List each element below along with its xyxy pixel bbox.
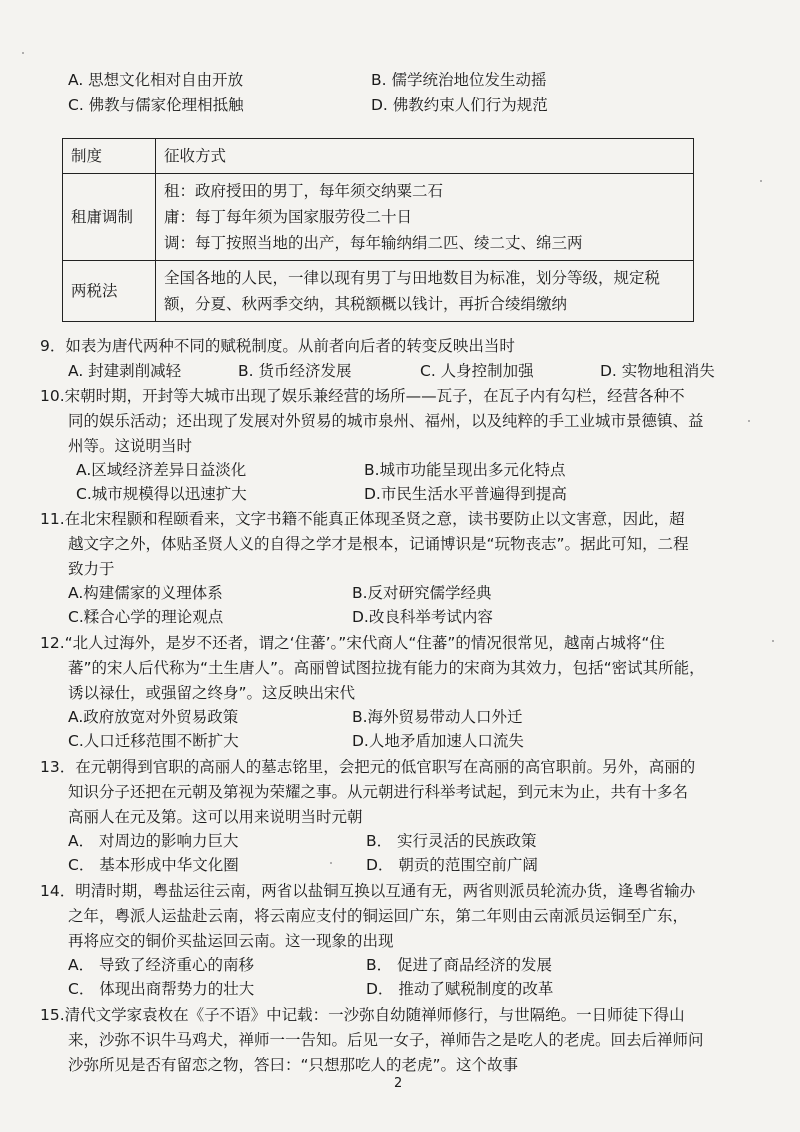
q10-option-d: D.市民生活水平普遍得到提高 [364, 485, 567, 503]
q14-stem-line: 再将应交的铜价买盐运回云南。这一现象的出现 [68, 932, 394, 950]
q15-stem-line: 沙弥所见是否有留恋之物，答曰：“只想那吃人的老虎”。这个故事 [68, 1056, 519, 1074]
q11-option-c: C.糅合心学的理论观点 [68, 608, 224, 626]
scan-speck [748, 420, 750, 422]
row-detail-liangshuifa [156, 261, 694, 322]
detail-line: 调：每丁按照当地的出产，每年输纳绢二匹、绫二丈、绵三两 [164, 234, 583, 252]
q12-option-c: C.人口迁移范围不断扩大 [68, 732, 239, 750]
q12-option-d: D.人地矛盾加速人口流失 [352, 732, 524, 750]
q12-stem-line: 12.“北人过海外，是岁不还者，谓之‘住蕃’。”宋代商人“住蕃”的情况很常见，越南占城将“住 [40, 634, 665, 652]
q11-option-a: A.构建儒家的义理体系 [68, 584, 223, 602]
detail-line: 额，分夏、秋两季交纳，其税额概以钱计，再折合绫绢缴纳 [164, 295, 568, 313]
q10-option-c: C.城市规模得以迅速扩大 [76, 485, 247, 503]
row-detail-zuyongdiao [156, 174, 694, 261]
scan-speck [760, 180, 762, 182]
q13-stem-line: 知识分子还把在元朝及第视为荣耀之事。从元朝进行科举考试起，到元末为止，共有十多名 [68, 783, 689, 801]
q10-option-b: B.城市功能呈现出多元化特点 [364, 461, 566, 479]
q9-option-b: B. 货币经济发展 [238, 362, 352, 380]
q9-option-a: A. 封建剥削减轻 [68, 362, 182, 380]
q13-option-a: A． 对周边的影响力巨大 [68, 832, 239, 850]
q9-stem: 9．如表为唐代两种不同的赋税制度。从前者向后者的转变反映出当时 [40, 337, 515, 355]
q13-stem-line: 13．在元朝得到官职的高丽人的墓志铭里，会把元的低官职写在高丽的高官职前。另外，高丽的 [40, 758, 696, 776]
row-name-liangshuifa: 两税法 [63, 261, 156, 322]
q11-option-b: B.反对研究儒学经典 [352, 584, 492, 602]
table-header-method: 征收方式 [156, 139, 694, 174]
q13-option-b: B． 实行灵活的民族政策 [366, 832, 537, 850]
q10-stem-line: 州等。这说明当时 [68, 437, 193, 455]
scan-speck [330, 862, 332, 864]
q12-stem-line: 蕃”的宋人后代称为“土生唐人”。高丽曾试图拉拢有能力的宋商为其效力，包括“密试其所能， [68, 659, 705, 677]
table-header-row [63, 139, 694, 174]
q9-option-d: D. 实物地租消失 [600, 362, 715, 380]
q9-option-c: C. 人身控制加强 [420, 362, 534, 380]
q12-stem-line: 诱以禄仕，或强留之终身”。这反映出宋代 [68, 684, 356, 702]
q14-option-b: B． 促进了商品经济的发展 [366, 956, 553, 974]
q11-stem-line: 越文字之外，体贴圣贤人义的自得之学才是根本，记诵博识是“玩物丧志”。据此可知，二程 [68, 535, 689, 553]
q11-option-d: D.改良科举考试内容 [352, 608, 493, 626]
tax-system-table [62, 138, 694, 322]
q14-stem-line: 14．明清时期，粤盐运往云南，两省以盐铜互换以互通有无，两省则派员轮流办货，逢粤省输办 [40, 882, 696, 900]
table-row [63, 174, 694, 261]
scan-speck [22, 52, 24, 54]
scan-speck [772, 640, 774, 642]
q10-stem-line: 10.宋朝时期，开封等大城市出现了娱乐兼经营的场所——瓦子，在瓦子内有勾栏，经营各种不 [40, 387, 685, 405]
q11-stem-line: 11.在北宋程颢和程颐看来，文字书籍不能真正体现圣贤之意，读书要防止以文害意，因此，超 [40, 510, 685, 528]
q10-option-a: A.区域经济差异日益淡化 [76, 461, 247, 479]
q15-stem-line: 来，沙弥不识牛马鸡犬，禅师一一告知。后见一女子，禅师告之是吃人的老虎。回去后禅师问 [68, 1031, 704, 1049]
q13-option-d: D． 朝贡的范围空前广阔 [366, 856, 538, 874]
q8-option-a: A. 思想文化相对自由开放 [68, 71, 244, 89]
page-number: 2 [394, 1076, 403, 1091]
table-row [63, 261, 694, 322]
q14-option-c: C． 体现出商帮势力的壮大 [68, 980, 255, 998]
q8-option-c: C. 佛教与儒家伦理相抵触 [68, 96, 244, 114]
q14-stem-line: 之年，粤派人运盐赴云南，将云南应支付的铜运回广东，第二年则由云南派员运铜至广东， [68, 907, 689, 925]
q12-option-b: B.海外贸易带动人口外迁 [352, 708, 523, 726]
detail-line: 全国各地的人民，一律以现有男丁与田地数目为标准，划分等级，规定税 [164, 269, 661, 287]
q14-option-d: D． 推动了赋税制度的改革 [366, 980, 554, 998]
detail-line: 庸：每丁每年须为国家服劳役二十日 [164, 208, 413, 226]
q8-option-b: B. 儒学统治地位发生动摇 [371, 71, 547, 89]
q14-option-a: A． 导致了经济重心的南移 [68, 956, 255, 974]
q13-option-c: C． 基本形成中华文化圈 [68, 856, 239, 874]
q11-stem-line: 致力于 [68, 560, 115, 578]
row-name-zuyongdiao: 租庸调制 [63, 174, 156, 261]
q8-option-d: D. 佛教约束人们行为规范 [371, 96, 548, 114]
q15-stem-line: 15.清代文学家袁枚在《子不语》中记载：一沙弥自幼随禅师修行，与世隔绝。一日师徒下得山 [40, 1006, 685, 1024]
q13-stem-line: 高丽人在元及第。这可以用来说明当时元朝 [68, 808, 363, 826]
detail-line: 租：政府授田的男丁，每年须交纳粟二石 [164, 182, 444, 200]
q10-stem-line: 同的娱乐活动；还出现了发展对外贸易的城市泉州、福州，以及纯粹的手工业城市景德镇、益 [68, 412, 704, 430]
q12-option-a: A.政府放宽对外贸易政策 [68, 708, 239, 726]
table-header-system: 制度 [63, 139, 156, 174]
